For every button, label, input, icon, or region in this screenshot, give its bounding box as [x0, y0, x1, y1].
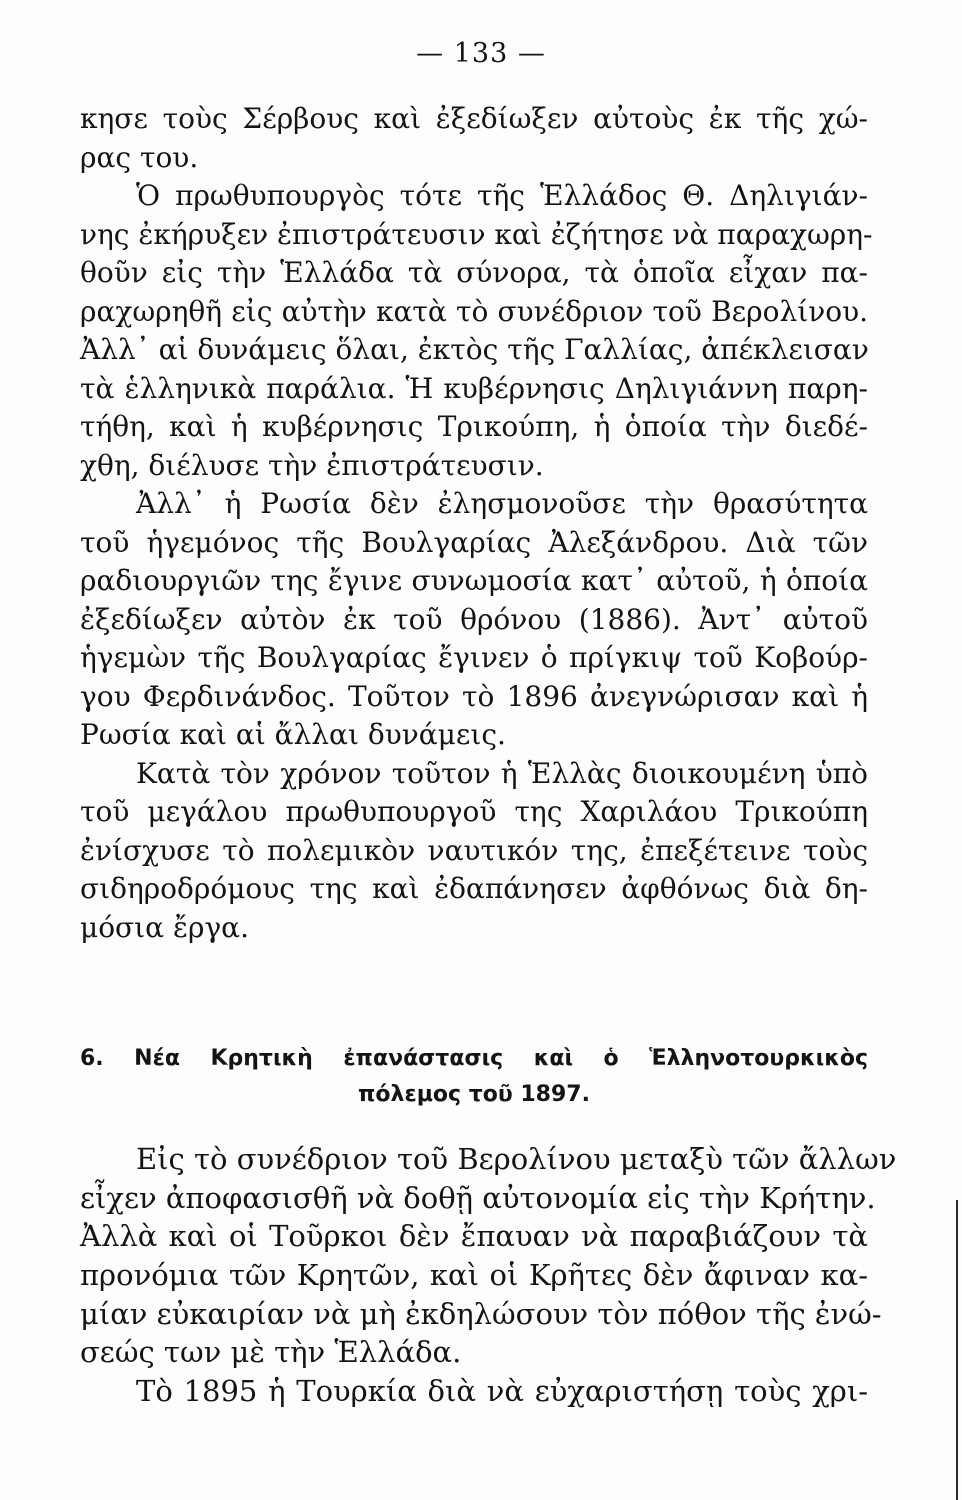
- text-line: Τὸ 1895 ἡ Τουρκία διὰ νὰ εὐχαριστήσῃ τοὺς χρι-: [136, 1374, 868, 1409]
- text-line: τήθη, καὶ ἡ κυβέρνησις Τρικούπη, ἡ ὁποία τὴν διεδέ-: [80, 410, 868, 443]
- section-heading-line: πόλεμος τοῦ 1897.: [358, 1082, 590, 1107]
- section-heading-line: 6. Νέα Κρητικὴ ἐπανάστασις καὶ ὁ Ἑλληνοτουρκικὸς: [80, 1046, 868, 1071]
- text-line: ἡγεμὼν τῆς Βουλγαρίας ἔγινεν ὁ πρίγκιψ τοῦ Κοβούρ-: [80, 641, 868, 674]
- text-line: Ἀλλ᾿ αἱ δυνάμεις ὅλαι, ἐκτὸς τῆς Γαλλίας, ἀπέκλεισαν: [80, 333, 869, 366]
- text-line: Εἰς τὸ συνέδριον τοῦ Βερολίνου μεταξὺ τῶν ἄλλων: [136, 1142, 897, 1176]
- text-line: τοῦ ἡγεμόνος τῆς Βουλγαρίας Ἀλεξάνδρου. Διὰ τῶν: [80, 525, 868, 559]
- text-line: χθη, διέλυσε τὴν ἐπιστράτευσιν.: [80, 448, 544, 482]
- page-edge-shadow: [956, 1200, 958, 1500]
- page-number: — 133 —: [416, 38, 546, 69]
- text-line: Ἀλλ᾿ ἡ Ρωσία δὲν ἐλησμονοῦσε τὴν θρασύτητα: [136, 487, 868, 520]
- text-line: Ὁ πρωθυπουργὸς τότε τῆς Ἑλλάδος Θ. Δηλιγιάν-: [136, 179, 868, 212]
- section-heading: [80, 1041, 868, 1113]
- text-line: Κατὰ τὸν χρόνον τοῦτον ἡ Ἑλλὰς διοικουμένη ὑπὸ: [136, 756, 868, 790]
- text-line: σεώς των μὲ τὴν Ἑλλάδα.: [80, 1335, 462, 1370]
- text-block-upper: [80, 100, 873, 947]
- text-line: ἐξεδίωξεν αὐτὸν ἐκ τοῦ θρόνου (1886). Ἀντ᾿ αὐτοῦ: [80, 602, 868, 636]
- text-line: μίαν εὐκαιρίαν νὰ μὴ ἐκδηλώσουν τὸν πόθον τῆς ἐνώ-: [80, 1296, 882, 1331]
- text-line: ραδιουργιῶν της ἔγινε συνωμοσία κατ᾿ αὐτοῦ, ἡ ὁποία: [80, 564, 868, 597]
- text-line: Ἀλλὰ καὶ οἱ Τοῦρκοι δὲν ἔπαυαν νὰ παραβιάζουν τὰ: [80, 1219, 868, 1254]
- text-line: κησε τοὺς Σέρβους καὶ ἐξεδίωξεν αὐτοὺς ἐκ τῆς χώ-: [80, 102, 868, 135]
- text-line: σιδηροδρόμους της καὶ ἐδαπάνησεν ἀφθόνως διὰ δη-: [80, 872, 868, 905]
- text-line: θοῦν εἰς τὴν Ἑλλάδα τὰ σύνορα, τὰ ὁποῖα εἶχαν πα-: [80, 256, 868, 289]
- text-line: ραχωρηθῆ εἰς αὐτὴν κατὰ τὸ συνέδριον τοῦ Βερολίνου.: [80, 294, 868, 328]
- text-line: ρας του.: [80, 140, 199, 174]
- text-line: τοῦ μεγάλου πρωθυπουργοῦ της Χαριλάου Τρικούπη: [80, 795, 868, 828]
- text-line: μόσια ἔργα.: [80, 910, 249, 944]
- text-line: νης ἐκήρυξεν ἐπιστράτευσιν καὶ ἐζήτησε νὰ παραχωρη-: [80, 217, 873, 251]
- text-line: εἶχεν ἀποφασισθῆ νὰ δοθῇ αὐτονομία εἰς τὴν Κρήτην.: [80, 1180, 876, 1215]
- text-line: γου Φερδινάνδος. Τοῦτον τὸ 1896 ἀνεγνώρισαν καὶ ἡ: [80, 679, 868, 713]
- text-line: Ρωσία καὶ αἱ ἄλλαι δυνάμεις.: [80, 718, 506, 751]
- text-line: προνόμια τῶν Κρητῶν, καὶ οἱ Κρῆτες δὲν ἄφιναν κα-: [80, 1258, 868, 1293]
- text-block-lower: [80, 1140, 897, 1411]
- text-line: τὰ ἑλληνικὰ παράλια. Ἡ κυβέρνησις Δηλιγιάννη παρη-: [80, 371, 868, 405]
- text-line: ἐνίσχυσε τὸ πολεμικὸν ναυτικόν της, ἐπεξέτεινε τοὺς: [80, 833, 868, 867]
